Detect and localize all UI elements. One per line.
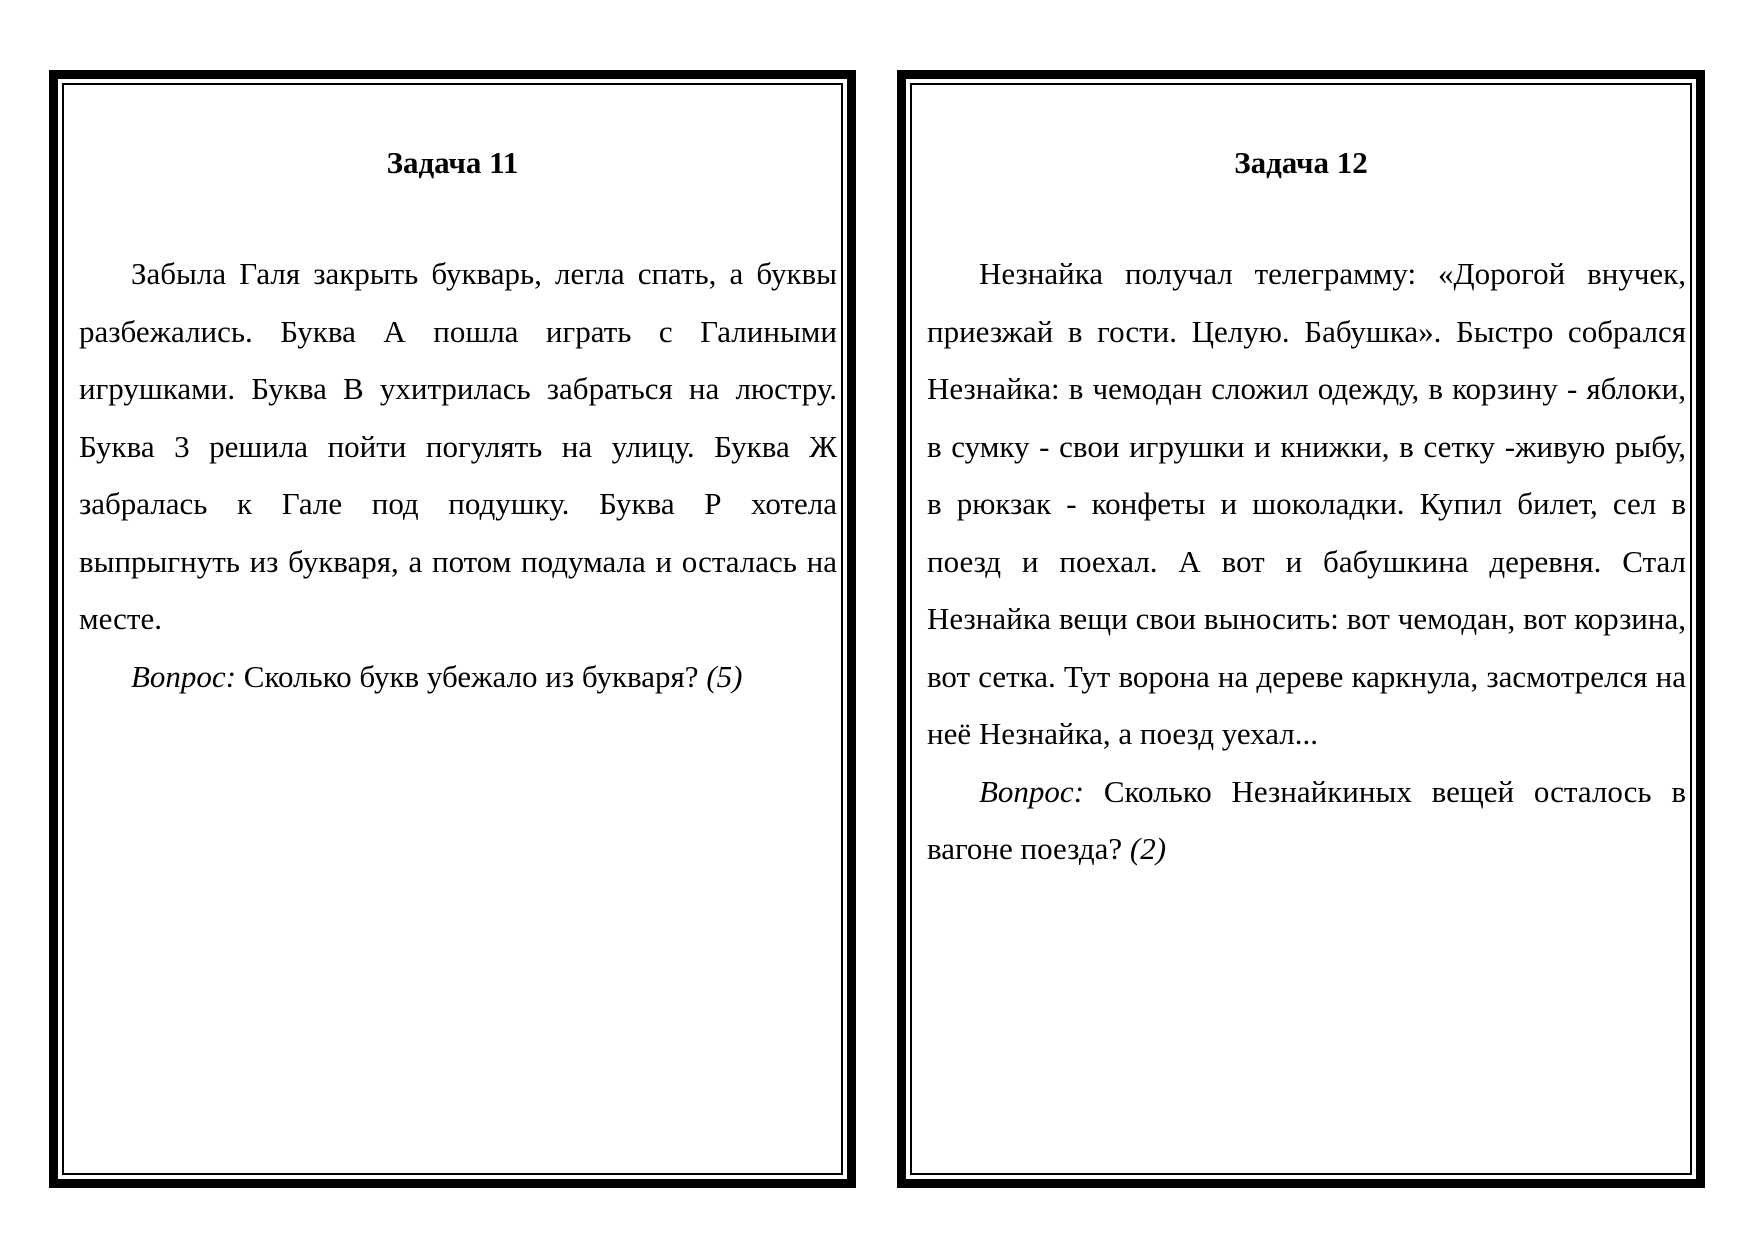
task-title: Задача 11 bbox=[386, 145, 519, 180]
task-question bbox=[927, 763, 1686, 878]
task-text: Незнайка получал телеграмму: «Дорогой внучек, приезжай в гости. Целую. Бабушка». Быстро собрался Незнайка: в чемодан сложил одежду, в корзину - яблоки, в сумку - свои игрушки и книжки, в сетку -живую рыбу, в рюкзак - конфеты и шоколадки. Купил билет, сел в поезд и поехал. А вот и бабушкина деревня. Стал Незнайка вещи свои выносить: вот чемодан, вот корзина, вот сетка. Тут ворона на дереве каркнула, засмотрелся на неё Незнайка, а поезд уехал... bbox=[927, 256, 1686, 751]
question-label: Вопрос: bbox=[131, 658, 237, 694]
answer: (2) bbox=[1129, 831, 1167, 866]
task-card-11 bbox=[49, 70, 856, 1188]
card-inner-border bbox=[910, 83, 1692, 1175]
card-inner-border bbox=[62, 83, 843, 1175]
question-text: Сколько букв убежало из букваря? bbox=[243, 658, 699, 694]
task-title: Задача 12 bbox=[1234, 145, 1368, 180]
task-question bbox=[79, 648, 837, 706]
task-body bbox=[79, 245, 837, 705]
task-text: Забыла Галя закрыть букварь, легла спать, а буквы разбежались. Буква А пошла играть с Галиными игрушками. Буква В ухитрилась забраться на люстру. Буква 3 решила пойти погулять на улицу. Буква Ж забралась к Гале под подушку. Буква Р хотела выпрыгнуть из букваря, а потом подумала и осталась на месте. bbox=[79, 256, 837, 636]
question-text: Сколько Незнайкиных вещей осталось в вагоне поезда? bbox=[927, 773, 1686, 866]
task-body bbox=[927, 245, 1686, 878]
answer: (5) bbox=[706, 658, 743, 694]
question-label: Вопрос: bbox=[979, 773, 1085, 809]
task-card-12 bbox=[897, 70, 1705, 1188]
